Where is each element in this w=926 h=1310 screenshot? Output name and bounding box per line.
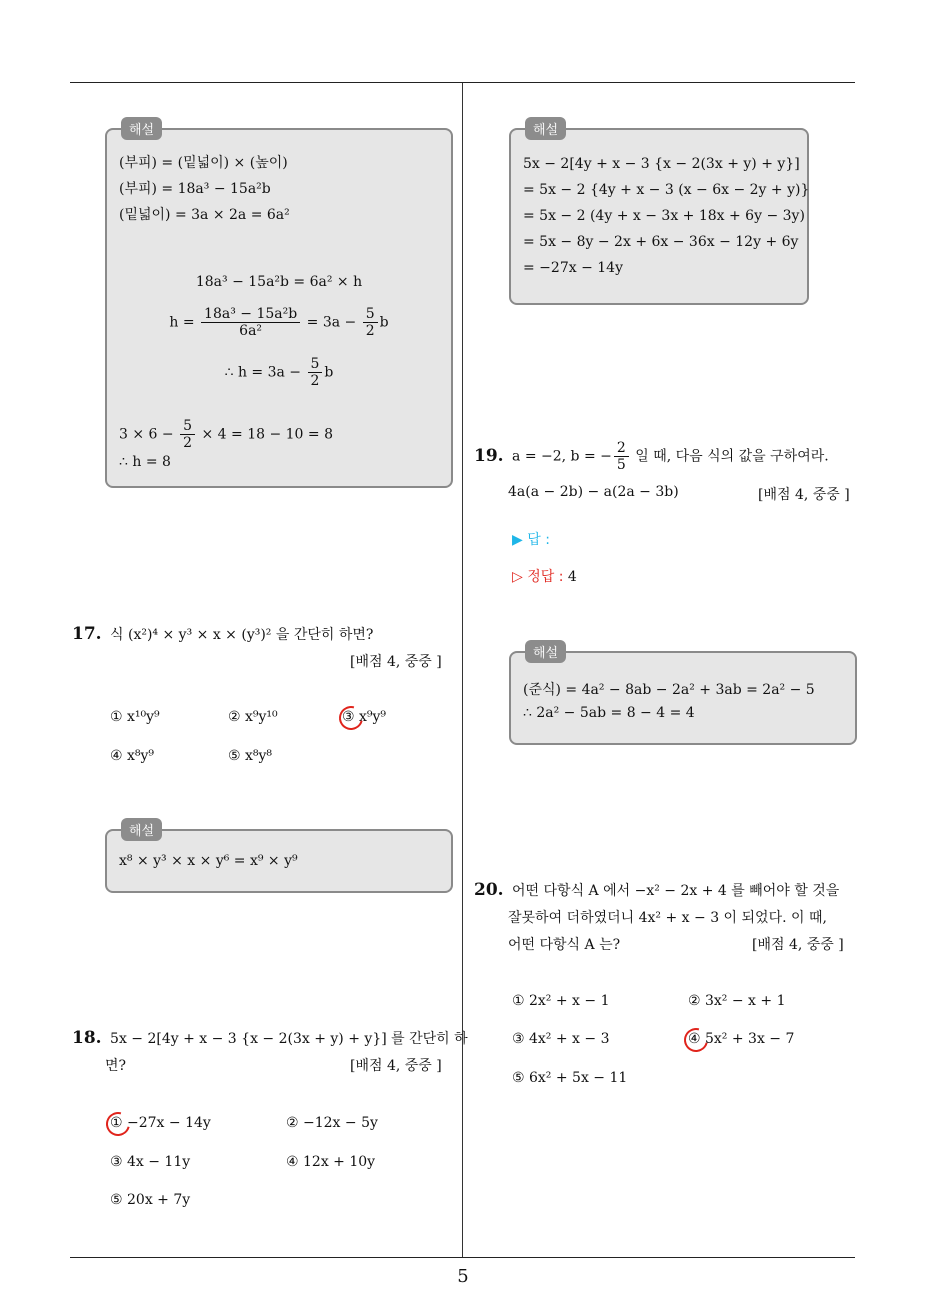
question-number: 20. bbox=[474, 880, 504, 900]
option-3[interactable]: ③ 4x − 11y bbox=[110, 1154, 191, 1170]
option-3[interactable]: ③ x⁹y⁹ bbox=[342, 709, 387, 725]
points-label: [배점 4, 중중 ] bbox=[350, 654, 442, 670]
option-4[interactable]: ④ x⁸y⁹ bbox=[110, 748, 155, 764]
option-5[interactable]: ⑤ x⁸y⁸ bbox=[228, 748, 273, 764]
solution-tag: 해설 bbox=[121, 818, 162, 841]
question-text-cont: 어떤 다항식 A 는? bbox=[508, 937, 621, 953]
solution-fraction-line bbox=[107, 306, 451, 339]
answer-mark bbox=[680, 1024, 713, 1057]
question-text: a = −2, b = − bbox=[512, 448, 612, 465]
question-number: 19. bbox=[474, 445, 504, 466]
solution-fraction-line bbox=[119, 418, 333, 451]
option-5[interactable]: ⑤ 20x + 7y bbox=[110, 1192, 191, 1208]
text: = 3a − bbox=[306, 314, 357, 331]
question-text: 어떤 다항식 A 에서 −x² − 2x + 4 를 빼어야 할 것을 bbox=[512, 883, 840, 899]
question-text-cont: 면? bbox=[105, 1058, 127, 1074]
numerator: 5 bbox=[180, 418, 195, 435]
solution-line: = 5x − 2 (4y + x − 3x + 18x + 6y − 3y) bbox=[523, 208, 805, 224]
solution-line: (준식) = 4a² − 8ab − 2a² + 3ab = 2a² − 5 bbox=[523, 682, 815, 698]
solution-line: (부피) = 18a³ − 15a²b bbox=[119, 181, 271, 197]
solution-line: 18a³ − 15a²b = 6a² × h bbox=[195, 274, 363, 290]
question-text: 식 (x²)⁴ × y³ × x × (y³)² 을 간단히 하면? bbox=[110, 627, 374, 643]
numerator: 5 bbox=[308, 356, 323, 373]
numerator: 2 bbox=[614, 440, 629, 457]
fraction bbox=[614, 440, 629, 473]
solution-box-18 bbox=[509, 123, 810, 305]
numerator: 5 bbox=[363, 306, 378, 323]
correct-value: 4 bbox=[567, 569, 577, 585]
question-number: 18. bbox=[72, 1028, 102, 1048]
solution-tag: 해설 bbox=[121, 117, 162, 140]
question-18 bbox=[72, 1028, 468, 1048]
option-3[interactable]: ③ 4x² + x − 3 bbox=[512, 1031, 610, 1047]
bottom-rule bbox=[70, 1257, 855, 1258]
solution-line: ∴ 2a² − 5ab = 8 − 4 = 4 bbox=[523, 705, 695, 721]
answer-mark bbox=[335, 702, 368, 735]
solution-line: = 5x − 2 {4y + x − 3 (x − 6x − 2y + y)} bbox=[523, 182, 810, 198]
solution-line: = 5x − 8y − 2x + 6x − 36x − 12y + 6y bbox=[523, 234, 799, 250]
text: 3 × 6 − bbox=[119, 426, 174, 443]
text: ∴ h = 3a − bbox=[224, 364, 302, 381]
solution-box-17 bbox=[105, 824, 453, 893]
denominator: 5 bbox=[616, 457, 626, 473]
column-divider bbox=[462, 83, 463, 1258]
solution-box-19 bbox=[509, 646, 857, 745]
solution-line: = −27x − 14y bbox=[523, 260, 623, 276]
points-label: [배점 4, 중중 ] bbox=[752, 937, 844, 953]
solution-line: (밑넓이) = 3a × 2a = 6a² bbox=[119, 207, 290, 223]
option-5[interactable]: ⑤ 6x² + 5x − 11 bbox=[512, 1070, 628, 1086]
option-2[interactable]: ② −12x − 5y bbox=[286, 1115, 378, 1131]
solution-tag: 해설 bbox=[525, 117, 566, 140]
fraction bbox=[180, 418, 195, 451]
correct-label: ▷ 정답 : bbox=[512, 569, 564, 585]
question-19 bbox=[474, 440, 829, 473]
correct-answer bbox=[512, 566, 577, 586]
points-label: [배점 4, 중중 ] bbox=[350, 1058, 442, 1074]
denominator: 2 bbox=[310, 373, 320, 389]
solution-box-16 bbox=[105, 123, 453, 488]
solution-tag: 해설 bbox=[525, 640, 566, 663]
fraction bbox=[363, 306, 378, 339]
answer-label: ▶ 답 : bbox=[512, 532, 550, 548]
option-4[interactable]: ④ 12x + 10y bbox=[286, 1154, 376, 1170]
question-text: 일 때, 다음 식의 값을 구하여라. bbox=[635, 448, 829, 465]
solution-line: x⁸ × y³ × x × y⁶ = x⁹ × y⁹ bbox=[119, 853, 298, 869]
page-number: 5 bbox=[457, 1266, 469, 1287]
option-1[interactable]: ① −27x − 14y bbox=[110, 1115, 211, 1131]
text: b bbox=[379, 314, 389, 331]
option-2[interactable]: ② 3x² − x + 1 bbox=[688, 993, 786, 1009]
answer-mark bbox=[102, 1108, 135, 1141]
question-text-cont: 잘못하여 더하였더니 4x² + x − 3 이 되었다. 이 때, bbox=[508, 910, 827, 926]
option-1[interactable]: ① x¹⁰y⁹ bbox=[110, 709, 160, 725]
solution-line: ∴ h = 8 bbox=[119, 454, 171, 470]
question-number: 17. bbox=[72, 624, 102, 644]
denominator: 2 bbox=[183, 435, 193, 451]
option-4[interactable]: ④ 5x² + 3x − 7 bbox=[688, 1031, 795, 1047]
solution-fraction-line bbox=[107, 356, 451, 389]
solution-line: (부피) = (밑넓이) × (높이) bbox=[119, 155, 288, 171]
question-text: 5x − 2[4y + x − 3 {x − 2(3x + y) + y}] 를 간단히 하 bbox=[110, 1031, 468, 1047]
question-17 bbox=[72, 624, 373, 644]
points-label: [배점 4, 중중 ] bbox=[758, 487, 850, 503]
question-expression: 4a(a − 2b) − a(2a − 3b) bbox=[508, 484, 679, 500]
text: × 4 = 18 − 10 = 8 bbox=[201, 426, 333, 443]
solution-line: 5x − 2[4y + x − 3 {x − 2(3x + y) + y}] bbox=[523, 156, 800, 172]
option-1[interactable]: ① 2x² + x − 1 bbox=[512, 993, 610, 1009]
fraction bbox=[308, 356, 323, 389]
fraction bbox=[201, 306, 300, 339]
denominator: 6a² bbox=[239, 323, 263, 339]
question-20 bbox=[474, 880, 839, 900]
denominator: 2 bbox=[365, 323, 375, 339]
text: b bbox=[324, 364, 334, 381]
numerator: 18a³ − 15a²b bbox=[201, 306, 300, 323]
text: h = bbox=[169, 314, 195, 331]
option-2[interactable]: ② x⁹y¹⁰ bbox=[228, 709, 278, 725]
